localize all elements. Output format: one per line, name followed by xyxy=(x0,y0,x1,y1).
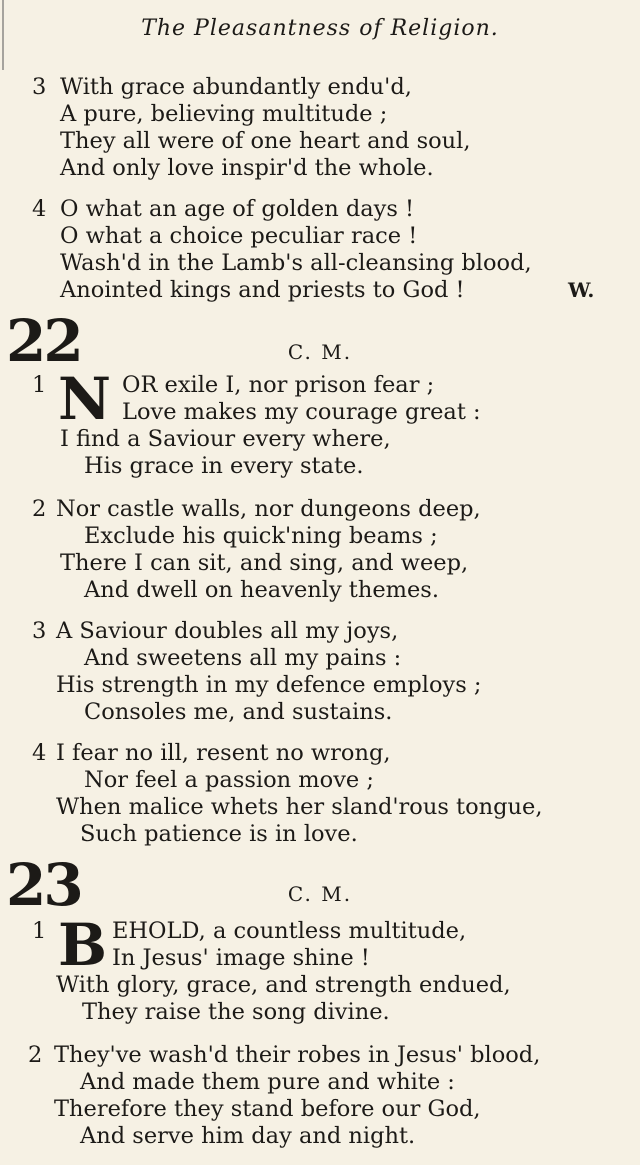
verse-line: They raise the song divine. xyxy=(82,999,390,1025)
hymn-number: 23 xyxy=(6,851,81,919)
verse-line: Wash'd in the Lamb's all-cleansing blood, xyxy=(60,250,532,276)
verse-line: Such patience is in love. xyxy=(80,821,358,847)
verse-number: 3 xyxy=(32,618,47,644)
verse-line: Exclude his quick'ning beams ; xyxy=(84,523,438,549)
verse-line: With glory, grace, and strength endued, xyxy=(56,972,511,998)
verse-line: And sweetens all my pains : xyxy=(84,645,402,671)
verse-22-1 xyxy=(0,365,640,480)
verse-line: With grace abundantly endu'd, xyxy=(60,74,412,100)
verse-line: They all were of one heart and soul, xyxy=(60,128,471,154)
verse-22-4 xyxy=(0,740,640,848)
running-header: The Pleasantness of Religion. xyxy=(141,16,499,41)
verse-line: Anointed kings and priests to God ! xyxy=(60,277,465,303)
verse-line: Consoles me, and sustains. xyxy=(84,699,393,725)
verse-number: 1 xyxy=(32,372,47,398)
verse-line: His strength in my defence employs ; xyxy=(56,672,482,698)
hymn-meter: C. M. xyxy=(287,882,353,906)
verse-line: Therefore they stand before our God, xyxy=(54,1096,481,1122)
verse-number: 2 xyxy=(32,496,47,522)
verse-line: And dwell on heavenly themes. xyxy=(84,577,440,603)
verse-line: His grace in every state. xyxy=(84,453,364,479)
verse-line: EHOLD, a countless multitude, xyxy=(112,918,467,944)
verse-line: There I can sit, and sing, and weep, xyxy=(60,550,469,576)
verse-line: I find a Saviour every where, xyxy=(60,426,391,452)
verse-line: They've wash'd their robes in Jesus' blood, xyxy=(54,1042,541,1068)
hymn-number: 22 xyxy=(6,307,81,375)
verse-number: 4 xyxy=(32,740,47,766)
verse-line: O what an age of golden days ! xyxy=(60,196,415,222)
verse-line: When malice whets her sland'rous tongue, xyxy=(56,794,543,820)
verse-number: 3 xyxy=(32,74,47,100)
verse-number: 1 xyxy=(32,918,47,944)
verse-line: I fear no ill, resent no wrong, xyxy=(56,740,391,766)
hymn-meter: C. M. xyxy=(287,340,353,364)
verse-line: And serve him day and night. xyxy=(80,1123,416,1149)
verse-line: A Saviour doubles all my joys, xyxy=(56,618,399,644)
verse-line: O what a choice peculiar race ! xyxy=(60,223,418,249)
verse-line: Nor feel a passion move ; xyxy=(84,767,374,793)
verse-line: And made them pure and white : xyxy=(80,1069,455,1095)
verse-22-3 xyxy=(0,618,640,726)
verse-line: OR exile I, nor prison fear ; xyxy=(122,372,435,398)
author-signature: W. xyxy=(568,278,595,302)
verse-23-1 xyxy=(0,911,640,1026)
verse-number: 2 xyxy=(28,1042,43,1068)
verse-line: Love makes my courage great : xyxy=(122,399,481,425)
verse-22-2 xyxy=(0,496,640,604)
drop-cap: N xyxy=(58,365,112,433)
verse-line: In Jesus' image shine ! xyxy=(112,945,370,971)
drop-cap: B xyxy=(58,911,108,979)
verse-line: Nor castle walls, nor dungeons deep, xyxy=(56,496,481,522)
verse-line: And only love inspir'd the whole. xyxy=(60,155,434,181)
verse-number: 4 xyxy=(32,196,47,222)
verse-23-2 xyxy=(0,1042,640,1150)
verse-21-4 xyxy=(0,196,640,304)
verse-21-3 xyxy=(0,74,640,182)
verse-line: A pure, believing multitude ; xyxy=(60,101,388,127)
